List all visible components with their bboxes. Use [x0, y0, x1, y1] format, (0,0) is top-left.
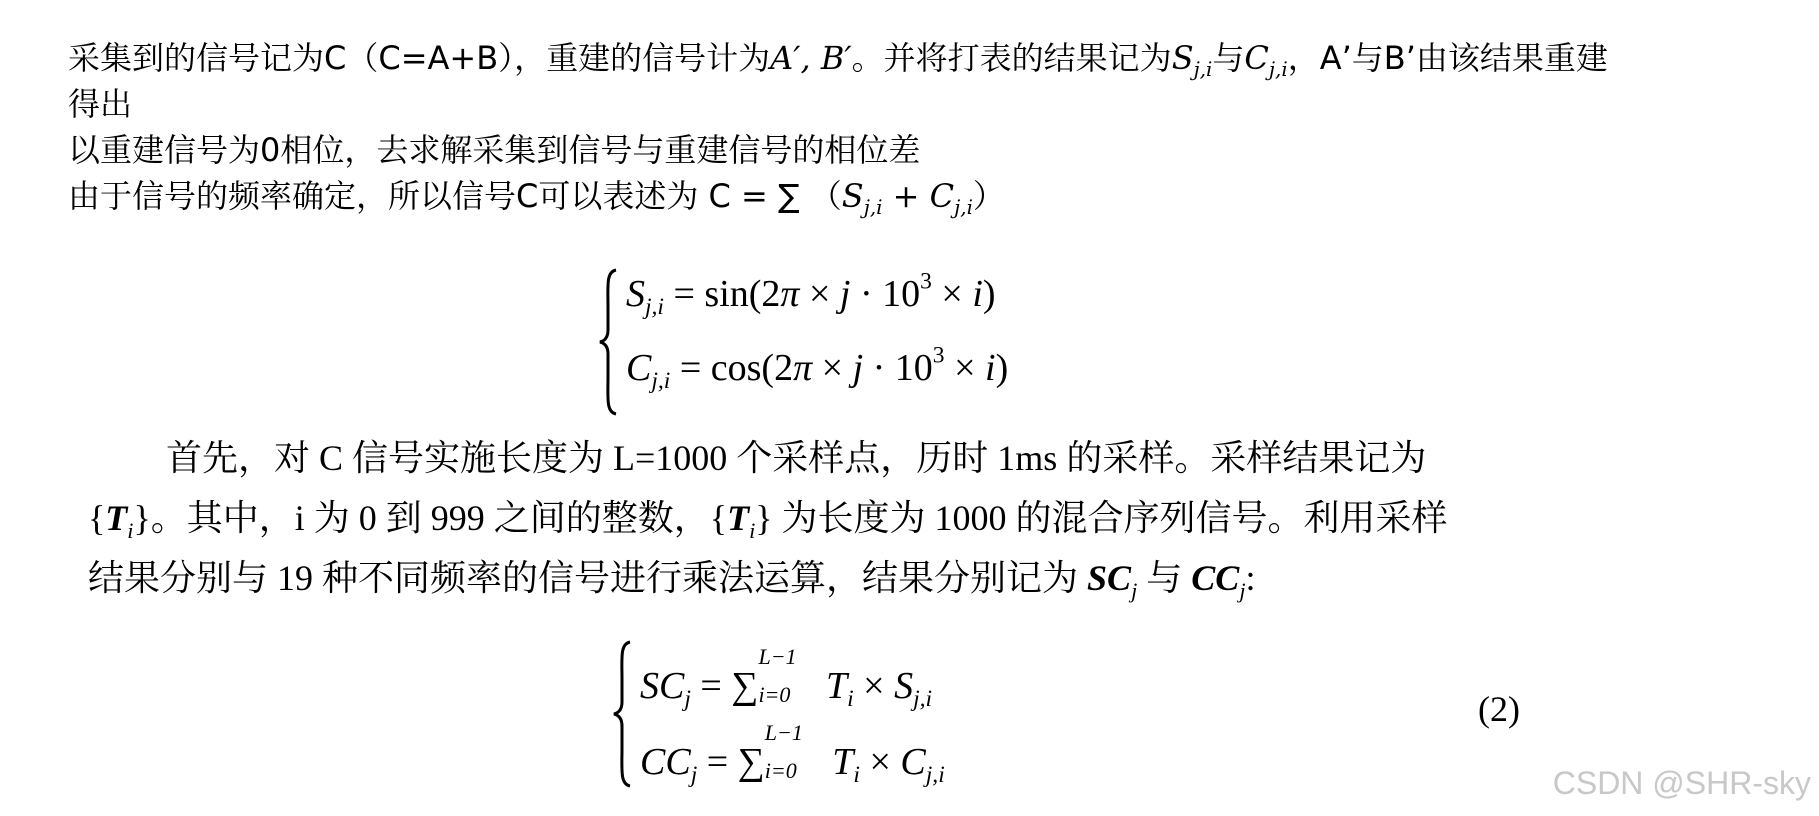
math-plus: +: [882, 177, 930, 215]
math-c-ji-sum: $C_{j,i}$: [929, 177, 973, 219]
equation-cc-line: $CC_j$ = ∑ L−1 i=0 $T_i \times C_{j,i}$: [640, 720, 945, 789]
equation-1: [598, 268, 1058, 418]
equation-cosine-line: $C_{j,i} = \cos(2\pi \times j \cdot 10^3 \times i)$: [626, 342, 1009, 395]
left-brace-icon: [598, 268, 620, 416]
math-cc-j: $CC_j$:: [1191, 558, 1256, 603]
equation-sine-line: $S_{j,i} = \sin(2\pi \times j \cdot 10^3 \times i)$: [626, 268, 996, 321]
equation-number: (2): [1478, 689, 1520, 729]
left-brace-icon: [612, 640, 634, 788]
text-line-3: 以重建信号为0相位，去求解采集到信号与重建信号的相位差: [68, 131, 921, 169]
paragraph-line-2: [88, 488, 1448, 548]
paragraph-line-3: [88, 548, 1256, 608]
text-line-1: [68, 36, 1608, 80]
watermark: CSDN @SHR-sky: [1552, 765, 1811, 801]
math-s-ji: $S_{j,i}$: [1171, 39, 1213, 81]
line1-part-a: 采集到的信号记为C（C=A+B），重建的信号计为: [68, 39, 771, 77]
line1-part-c: 与: [1212, 39, 1245, 77]
line4-part-b: ）: [972, 177, 1005, 215]
math-set-ti: $\{T_i\}$: [88, 498, 151, 543]
equation-sc-line: $SC_j$ = ∑ L−1 i=0 $T_i \times S_{j,i}$: [640, 644, 933, 713]
text-line-2: 得出: [68, 85, 133, 123]
paragraph-line-1: 首先，对 C 信号实施长度为 L=1000 个采样点，历时 1ms 的采样。采样结果记为: [166, 438, 1427, 478]
paragraph-line-3-part-c: 与: [1146, 558, 1183, 598]
paragraph-line-2-part-b: 。其中，i 为 0 到 999 之间的整数，: [150, 498, 710, 538]
math-set-ti-2: $\{T_i\}$: [709, 498, 782, 543]
math-sc-j: $SC_j$: [1087, 558, 1138, 603]
line4-part-a: 由于信号的频率确定，所以信号C可以表述为 C = ∑ （: [68, 177, 842, 215]
text-line-4: [68, 174, 1005, 218]
line1-part-d: ，A’与B’由该结果重建: [1287, 39, 1608, 77]
equation-2: [612, 640, 1032, 790]
math-a-prime-b-prime: A′, B′: [770, 39, 852, 77]
math-s-ji-sum: $S_{j,i}$: [841, 177, 883, 219]
paragraph-line-2-part-d: 为长度为 1000 的混合序列信号。利用采样: [781, 498, 1448, 538]
line1-part-b: 。并将打表的结果记为: [851, 39, 1172, 77]
paragraph-line-3-part-a: 结果分别与 19 种不同频率的信号进行乘法运算，结果分别记为: [88, 558, 1079, 598]
math-c-ji: $C_{j,i}$: [1244, 39, 1288, 81]
